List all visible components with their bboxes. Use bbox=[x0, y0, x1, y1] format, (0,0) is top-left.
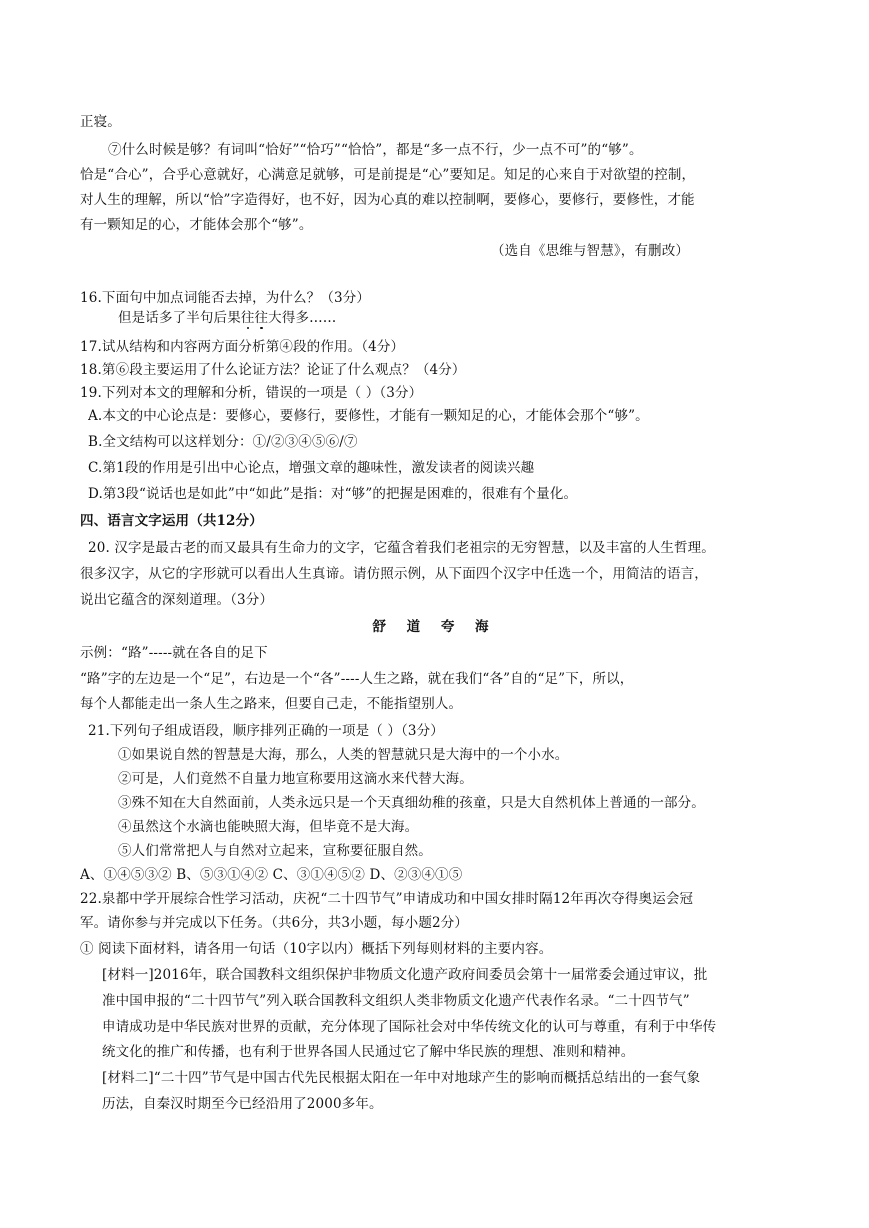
option-d: D.第3段“说话也是如此”中“如此”是指：对“够”的把握是困难的，很难有个量化。 bbox=[88, 486, 578, 502]
question-22-task-1: ① 阅读下面材料，请各用一句话（10字以内）概括下列每则材料的主要内容。 bbox=[80, 941, 553, 957]
sentence-4: ④虽然这个水滴也能映照大海，但毕竟不是大海。 bbox=[118, 819, 419, 835]
sentence-pre: 但是话多了半句后果 bbox=[118, 310, 241, 326]
question-21-options: A、①④⑤③② B、⑤③①④② C、③①④⑤② D、②③④①⑤ bbox=[80, 867, 463, 883]
question-17: 17.试从结构和内容两方面分析第④段的作用。（4分） bbox=[80, 339, 405, 355]
material-two: 历法，自秦汉时期至今已经沿用了2000多年。 bbox=[102, 1096, 383, 1112]
question-22: 22.泉都中学开展综合性学习活动，庆祝“二十四节气”申请成功和中国女排时隔12年再次夺得奥运会冠 bbox=[80, 891, 694, 907]
sentence-1: ①如果说自然的智慧是大海，那么，人类的智慧就只是大海中的一个小水。 bbox=[118, 747, 569, 763]
question-16-sentence bbox=[118, 308, 830, 330]
text-line: 有一颗知足的心，才能体会那个“够”。 bbox=[80, 217, 313, 233]
question-19: 19.下列对本文的理解和分析，错误的一项是（ ）（3分） bbox=[80, 385, 423, 401]
dotted-word: 往 bbox=[254, 310, 269, 326]
source-citation: （选自《思维与智慧》，有删改） bbox=[491, 243, 689, 259]
question-21: 21.下列句子组成语段，顺序排列正确的一项是（ ）（3分） bbox=[88, 723, 444, 739]
sentence-2: ②可是，人们竟然不自量力地宣称要用这滴水来代替大海。 bbox=[118, 771, 473, 787]
text-line: 对人生的理解，所以“恰”字造得好，也不好，因为心真的难以控制啊，要修心，要修行，要修性，才能 bbox=[80, 192, 695, 208]
question-16: 16.下面句中加点词能否去掉，为什么？（3分） bbox=[80, 290, 371, 306]
option-c: C.第1段的作用是引出中心论点，增强文章的趣味性，激发读者的阅读兴趣 bbox=[88, 460, 535, 476]
text-line: 军。请你参与并完成以下任务。（共6分，共3小题，每小题2分） bbox=[80, 915, 469, 931]
sentence-post: 大得多…… bbox=[268, 310, 337, 326]
four-characters: 舒 道 夸 海 bbox=[372, 619, 497, 635]
text-line: 恰是“合心”，合乎心意就好，心满意足就够，可是前提是“心”要知足。知足的心来自于对欲望的控制， bbox=[80, 167, 696, 183]
sentence-3: ③殊不知在大自然面前，人类永远只是一个天真细幼稚的孩童，只是大自然机体上普通的一部分。 bbox=[118, 795, 705, 811]
material-two: [材料二]“二十四”节气是中国古代先民根据太阳在一年中对地球产生的影响而概括总结出的一套气象 bbox=[102, 1070, 701, 1086]
material-one: [材料一]2016年，联合国教科文组织保护非物质文化遗产政府间委员会第十一届常委会通过审议，批 bbox=[102, 967, 708, 983]
text-line: ⑦什么时候是够？有词叫“恰好”“恰巧”“恰恰”，都是“多一点不行，少一点不可”的“够”。 bbox=[108, 142, 643, 158]
text-line: 说出它蕴含的深刻道理。（3分） bbox=[80, 592, 274, 608]
material-one: 申请成功是中华民族对世界的贡献，充分体现了国际社会对中华传统文化的认可与尊重，有利于中华传 bbox=[102, 1019, 717, 1035]
option-b: B.全文结构可以这样划分：①/②③④⑤⑥/⑦ bbox=[88, 434, 358, 450]
text-line: 很多汉字，从它的字形就可以看出人生真谛。请仿照示例，从下面四个汉字中任选一个，用简洁的语言， bbox=[80, 566, 708, 582]
material-one: 统文化的推广和传播，也有利于世界各国人民通过它了解中华民族的理想、准则和精神。 bbox=[102, 1044, 635, 1060]
example-line: 示例：“路”-----就在各自的足下 bbox=[80, 645, 268, 661]
dotted-word: 往 bbox=[240, 310, 255, 326]
example-explanation: “路”字的左边是一个“足”，右边是一个“各”----人生之路，就在我们“各”自的“足”下，所以， bbox=[80, 671, 634, 687]
example-explanation: 每个人都能走出一条人生之路来，但要自己走，不能指望别人。 bbox=[80, 696, 463, 712]
option-a: A.本文的中心论点是：要修心，要修行，要修性，才能有一颗知足的心，才能体会那个“够”。 bbox=[88, 408, 649, 424]
section-heading: 四、语言文字运用（共12分） bbox=[80, 513, 263, 529]
text-line: 正寝。 bbox=[80, 114, 121, 130]
question-20: 20. 汉字是最古老的而又最具有生命力的文字，它蕴含着我们老祖宗的无穷智慧，以及丰富的人生哲理。 bbox=[88, 540, 715, 556]
question-18: 18.第⑥段主要运用了什么论证方法？论证了什么观点？（4分） bbox=[80, 362, 466, 378]
material-one: 准中国申报的“二十四节气”列入联合国教科文组织人类非物质文化遗产代表作名录。“二十四节气” bbox=[102, 993, 690, 1009]
sentence-5: ⑤人们常常把人与自然对立起来，宣称要征服自然。 bbox=[118, 843, 432, 859]
